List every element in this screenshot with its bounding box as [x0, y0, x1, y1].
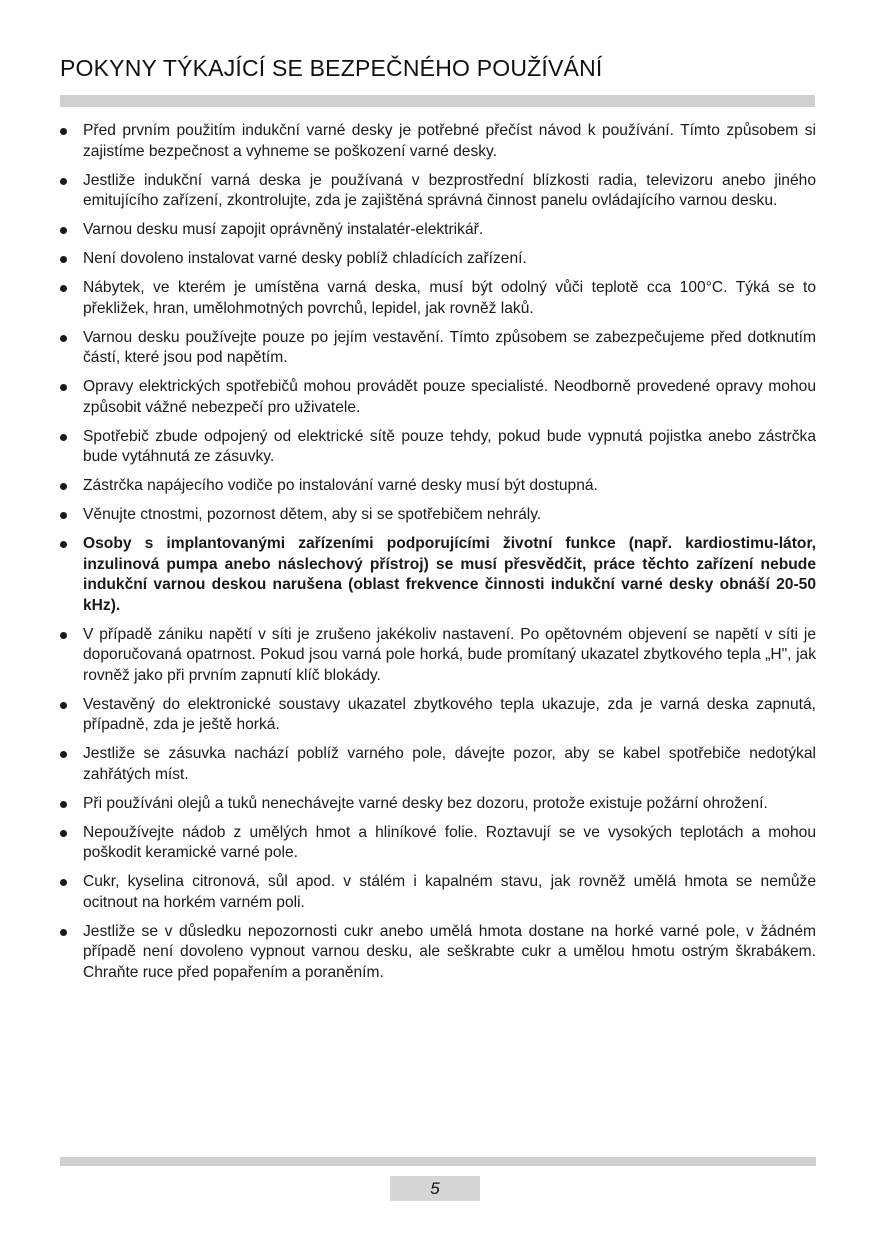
bullet-icon — [60, 929, 67, 936]
bullet-icon — [60, 702, 67, 709]
list-item-text: Nepoužívejte nádob z umělých hmot a hliníkové folie. Roztavují se ve vysokých teplotách a mohou poškodit keramické varné pole. — [83, 823, 816, 861]
bullet-icon — [60, 879, 67, 886]
list-item-text: Jestliže se v důsledku nepozornosti cukr anebo umělá hmota dostane na horké varné pole, v žádném případě není dovoleno vypnout varnou desku, ale seškrabte cukr a umělou hmotu ostrým škrabákem. Chraňte ruce před popařením a poraněním. — [83, 922, 816, 981]
bullet-icon — [60, 178, 67, 185]
list-item — [60, 823, 816, 864]
list-item — [60, 922, 816, 984]
bullet-icon — [60, 830, 67, 837]
bullet-icon — [60, 434, 67, 441]
list-item — [60, 794, 816, 815]
list-item-text: Vestavěný do elektronické soustavy ukazatel zbytkového tepla ukazuje, zda je varná deska zapnutá, případně, zda je ještě horká. — [83, 695, 816, 733]
list-item — [60, 476, 816, 497]
list-item-text: V případě zániku napětí v síti je zrušeno jakékoliv nastavení. Po opětovném objevení se napětí v síti je doporučovaná opatrnost. Pokud jsou varná pole horká, bude promítaný ukazatel zbytkového tepla „H", jak rovněž jako při prvním zapnutí klíč blokády. — [83, 625, 816, 684]
list-item-text: Věnujte ctnostmi, pozornost dětem, aby si se spotřebičem nehrály. — [83, 506, 542, 523]
bullet-icon — [60, 512, 67, 519]
list-item — [60, 427, 816, 468]
bullet-icon — [60, 256, 67, 263]
bullet-icon — [60, 128, 67, 135]
list-item-text: Před prvním použitím indukční varné desky je potřebné přečíst návod k používání. Tímto způsobem si zajistíme bezpečnost a vyhneme se poškození varné desky. — [83, 122, 816, 160]
list-item-text: Spotřebič zbude odpojený od elektrické sítě pouze tehdy, pokud bude vypnutá pojistka anebo zástrčka bude vytáhnutá ze zásuvky. — [83, 427, 816, 465]
bullet-icon — [60, 227, 67, 234]
list-item — [60, 249, 816, 270]
list-item — [60, 625, 816, 687]
list-item — [60, 695, 816, 736]
list-item-text: Jestliže se zásuvka nachází poblíž varného pole, dávejte pozor, aby se kabel spotřebiče nedotýkal zahřátých míst. — [83, 745, 816, 783]
list-item-text: Opravy elektrických spotřebičů mohou provádět pouze specialisté. Neodborně provedené opravy mohou způsobit vážné nebezpečí pro uživatele. — [83, 378, 816, 416]
list-item — [60, 744, 816, 785]
bullet-icon — [60, 751, 67, 758]
bullet-icon — [60, 335, 67, 342]
list-item-text: Varnou desku používejte pouze po jejím vestavění. Tímto způsobem se zabezpečujeme před dotknutím částí, které jsou pod napětím. — [83, 328, 816, 366]
bullet-icon — [60, 285, 67, 292]
page-title: POKYNY TÝKAJÍCÍ SE BEZPEČNÉHO POUŽÍVÁNÍ — [60, 55, 603, 81]
safety-instructions-list — [60, 121, 816, 992]
list-item-text: Varnou desku musí zapojit oprávněný instalatér-elektrikář. — [83, 221, 484, 238]
page-number: 5 — [390, 1176, 480, 1201]
header-divider — [60, 95, 815, 107]
list-item — [60, 377, 816, 418]
list-item — [60, 534, 816, 616]
bullet-icon — [60, 801, 67, 808]
list-item — [60, 220, 816, 241]
footer-divider — [60, 1157, 816, 1166]
list-item-text: Nábytek, ve kterém je umístěna varná deska, musí být odolný vůči teplotě cca 100°C. Týká se to překližek, hran, umělohmotných povrchů, lepidel, jak rovněž laků. — [83, 279, 816, 317]
list-item — [60, 171, 816, 212]
list-item — [60, 505, 816, 526]
list-item — [60, 328, 816, 369]
list-item-text: Jestliže indukční varná deska je používaná v bezprostřední blízkosti radia, televizoru anebo jiného emitujícího zařízení, zkontrolujte, zda je zajištěná správná činnost panelu ovládajícího varnou desku. — [83, 171, 816, 209]
list-item — [60, 121, 816, 162]
list-item-text: Osoby s implantovanými zařízeními podporujícími životní funkce (např. kardiostimu-látor, inzulinová pumpa anebo náslechový přístroj) se musí přesvědčit, práce těchto zařízení nebude indukční varnou deskou narušena (oblast frekvence činnosti indukční varné desky obnáší 20-50 kHz). — [83, 535, 816, 614]
bullet-icon — [60, 483, 67, 490]
list-item-text: Zástrčka napájecího vodiče po instalování varné desky musí být dostupná. — [83, 477, 598, 494]
list-item — [60, 872, 816, 913]
list-item-text: Cukr, kyselina citronová, sůl apod. v stálém i kapalném stavu, jak rovněž umělá hmota se nemůže ocitnout na horkém varném poli. — [83, 873, 816, 911]
list-item-text: Při používáni olejů a tuků nenechávejte varné desky bez dozoru, protože existuje požární ohrožení. — [83, 794, 768, 812]
list-item — [60, 278, 816, 319]
bullet-icon — [60, 541, 67, 548]
bullet-icon — [60, 632, 67, 639]
bullet-icon — [60, 384, 67, 391]
list-item-text: Není dovoleno instalovat varné desky poblíž chladících zařízení. — [83, 250, 527, 267]
